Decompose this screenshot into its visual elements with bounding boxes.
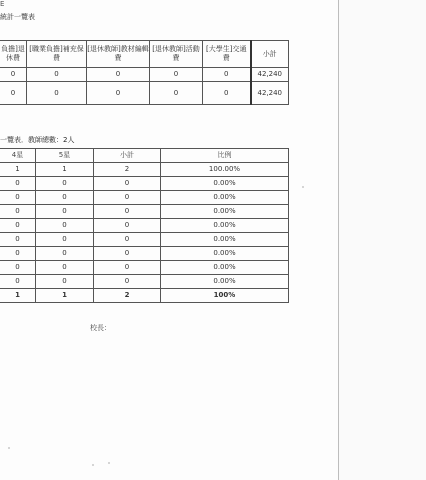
table-cell: 0 [36, 261, 94, 275]
header-fragment: E [0, 0, 5, 8]
table-cell: 0 [94, 177, 161, 191]
table-cell: 0 [94, 219, 161, 233]
total-cell: 2 [94, 289, 161, 303]
table-cell: 0.00% [161, 247, 289, 261]
table-cell: 1 [36, 163, 94, 177]
table-cell: 0 [94, 191, 161, 205]
principal-signature-label: 校長： [90, 324, 111, 332]
table-cell: 0 [0, 275, 36, 289]
table-cell: 0 [0, 177, 36, 191]
table-cell: 0.00% [161, 219, 289, 233]
table-row [0, 261, 289, 275]
table-cell: 0 [36, 191, 94, 205]
cost-summary-table [0, 40, 289, 105]
total-row [0, 289, 289, 303]
table-cell: 0 [0, 219, 36, 233]
scan-speck [92, 464, 94, 466]
table-cell: 2 [94, 163, 161, 177]
rating-summary-table [0, 148, 289, 303]
table-cell: 0 [36, 205, 94, 219]
table-cell: 0.00% [161, 275, 289, 289]
table-cell: 0 [36, 275, 94, 289]
table-cell: 0 [36, 247, 94, 261]
column-header: 5星 [36, 149, 94, 163]
table1-title: 統計一覽表 [0, 13, 35, 21]
table-row [0, 177, 289, 191]
column-header: 負擔]退休費 [0, 41, 27, 68]
scan-speck [302, 186, 304, 188]
table-cell: 0 [94, 247, 161, 261]
column-header: 比例 [161, 149, 289, 163]
column-header: [職業負擔]補充保費 [27, 41, 87, 68]
table-cell: 0 [0, 82, 27, 105]
column-header: 小計 [251, 41, 289, 68]
table-row [0, 275, 289, 289]
table-cell: 0 [87, 68, 150, 82]
table-cell: 0 [0, 191, 36, 205]
table-row [0, 191, 289, 205]
table-cell: 0.00% [161, 191, 289, 205]
table-row [0, 82, 289, 105]
column-header: [退休教師]活動費 [150, 41, 203, 68]
table-cell: 100.00% [161, 163, 289, 177]
table-row [0, 247, 289, 261]
subtotal-cell: 42,240 [251, 82, 289, 105]
total-cell: 1 [36, 289, 94, 303]
table-cell: 0.00% [161, 177, 289, 191]
table-cell: 0 [87, 82, 150, 105]
subtotal-cell: 42,240 [251, 68, 289, 82]
table-cell: 0 [150, 68, 203, 82]
table-row [0, 68, 289, 82]
column-header: 小計 [94, 149, 161, 163]
table-header-row [0, 149, 289, 163]
table-cell: 0 [150, 82, 203, 105]
table-cell: 0 [36, 233, 94, 247]
table-row [0, 219, 289, 233]
table-cell: 0 [27, 82, 87, 105]
table-cell: 0.00% [161, 233, 289, 247]
table-cell: 0 [94, 233, 161, 247]
table-cell: 0 [94, 205, 161, 219]
column-header: [大學生]交通費 [203, 41, 251, 68]
table2-title: 一覽表．教師總數：2人 [0, 136, 75, 144]
total-cell: 1 [0, 289, 36, 303]
table-row [0, 205, 289, 219]
scan-speck [108, 462, 110, 464]
page-margin [338, 0, 426, 480]
table-cell: 0 [36, 177, 94, 191]
table-cell: 0 [94, 275, 161, 289]
table-cell: 0 [0, 261, 36, 275]
table-cell: 0 [0, 68, 27, 82]
column-header: [退休教師]教材編輯費 [87, 41, 150, 68]
scan-speck [8, 447, 10, 449]
table-cell: 0.00% [161, 205, 289, 219]
table-cell: 0 [94, 261, 161, 275]
table-cell: 0 [203, 68, 251, 82]
table-cell: 1 [0, 163, 36, 177]
table-row [0, 163, 289, 177]
column-header: 4星 [0, 149, 36, 163]
table-cell: 0 [27, 68, 87, 82]
table-cell: 0 [0, 247, 36, 261]
table-cell: 0 [203, 82, 251, 105]
table-cell: 0.00% [161, 261, 289, 275]
table-cell: 0 [0, 205, 36, 219]
total-cell: 100% [161, 289, 289, 303]
table-header-row [0, 41, 289, 68]
table-cell: 0 [0, 233, 36, 247]
table-cell: 0 [36, 219, 94, 233]
table-row [0, 233, 289, 247]
